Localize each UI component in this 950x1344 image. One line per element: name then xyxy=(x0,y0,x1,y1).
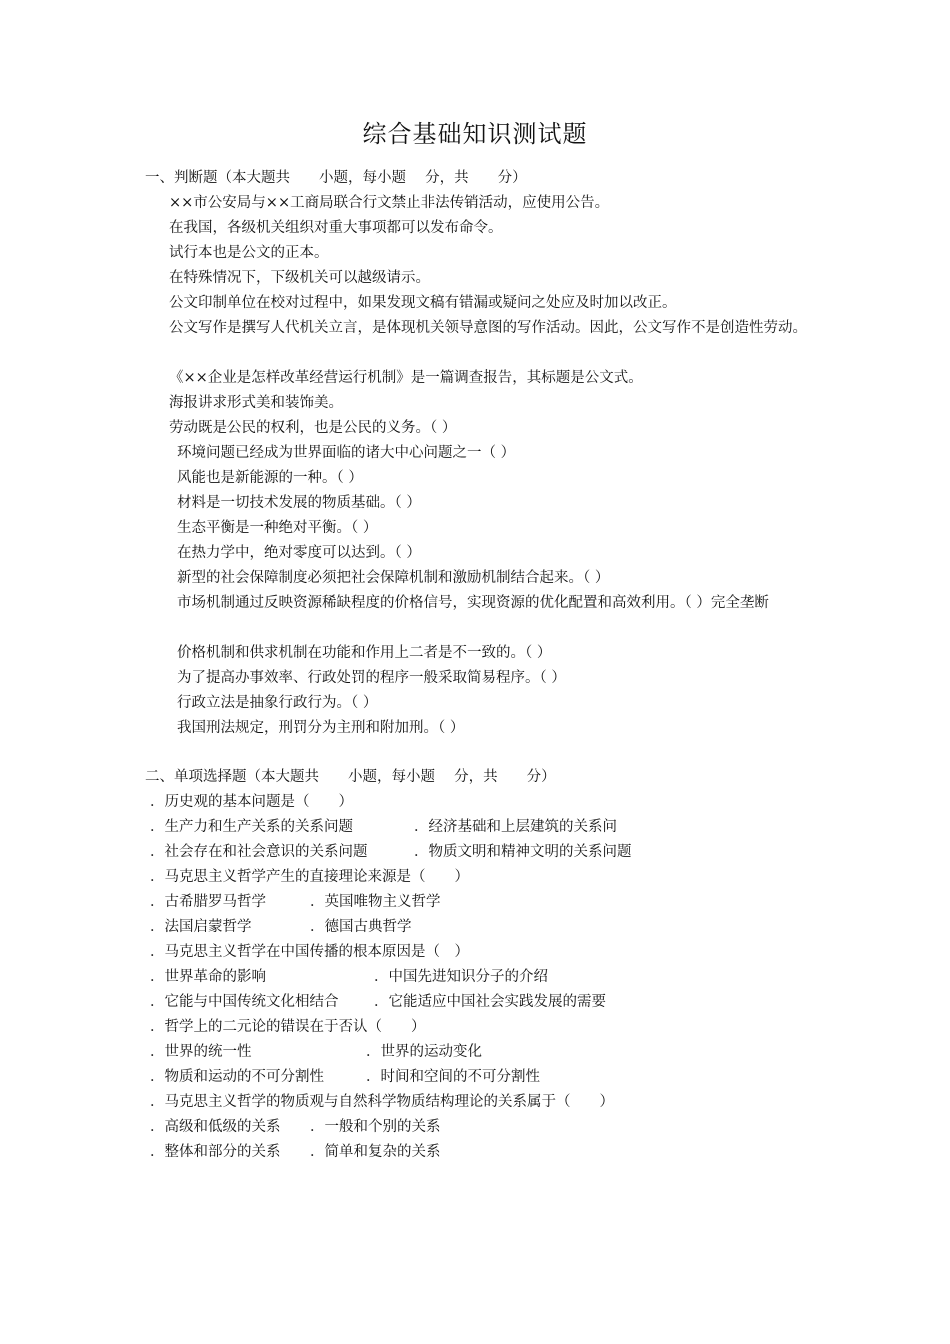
choice-option: ．时间和空间的不可分割性 xyxy=(366,1069,540,1085)
judgment-item: 在热力学中，绝对零度可以达到。（ ） xyxy=(177,545,421,561)
choice-option: ．社会存在和社会意识的关系问题 xyxy=(150,844,368,860)
choice-option: ．它能与中国传统文化相结合 xyxy=(150,994,339,1010)
judgment-item: 价格机制和供求机制在功能和作用上二者是不一致的。（ ） xyxy=(177,645,552,661)
choice-option: ．法国启蒙哲学 xyxy=(150,919,252,935)
question-stem: ．马克思主义哲学在中国传播的根本原因是（ ） xyxy=(150,944,469,960)
question-stem: ．历史观的基本问题是（ ） xyxy=(150,794,353,810)
judgment-item: 环境问题已经成为世界面临的诸大中心问题之一（ ） xyxy=(177,445,516,461)
judgment-item: 为了提高办事效率、行政处罚的程序一般采取简易程序。（ ） xyxy=(177,670,566,686)
question-stem: ．马克思主义哲学产生的直接理论来源是（ ） xyxy=(150,869,469,885)
judgment-item: 生态平衡是一种绝对平衡。（ ） xyxy=(177,520,378,536)
judgment-item: 风能也是新能源的一种。（ ） xyxy=(177,470,363,486)
judgment-item: 在我国，各级机关组织对重大事项都可以发布命令。 xyxy=(169,220,503,236)
judgment-item: 材料是一切技术发展的物质基础。（ ） xyxy=(177,495,421,511)
judgment-item: 在特殊情况下，下级机关可以越级请示。 xyxy=(169,270,430,286)
judgment-item: 劳动既是公民的权利，也是公民的义务。（ ） xyxy=(169,420,457,436)
judgment-item: 公文写作是撰写人代机关立言，是体现机关领导意图的写作活动。因此，公文写作不是创造性劳动。 xyxy=(169,320,807,336)
choice-option: ．英国唯物主义哲学 xyxy=(310,894,441,910)
choice-option: ．它能适应中国社会实践发展的需要 xyxy=(374,994,606,1010)
judgment-item: 公文印制单位在校对过程中，如果发现文稿有错漏或疑问之处应及时加以改正。 xyxy=(169,295,677,311)
choice-option: ．德国古典哲学 xyxy=(310,919,412,935)
choice-option: ．高级和低级的关系 xyxy=(150,1119,281,1135)
choice-option: ．简单和复杂的关系 xyxy=(310,1144,441,1160)
judgment-item: 我国刑法规定，刑罚分为主刑和附加刑。（ ） xyxy=(177,720,465,736)
choice-option: ．世界革命的影响 xyxy=(150,969,266,985)
choice-option: ．世界的运动变化 xyxy=(366,1044,482,1060)
choice-option: ．经济基础和上层建筑的关系问 xyxy=(414,819,617,835)
choice-option: ．古希腊罗马哲学 xyxy=(150,894,266,910)
judgment-item: 试行本也是公文的正本。 xyxy=(169,245,329,261)
judgment-item: 《××企业是怎样改革经营运行机制》是一篇调查报告，其标题是公文式。 xyxy=(169,370,643,386)
choice-option: ．物质和运动的不可分割性 xyxy=(150,1069,324,1085)
choice-option: ．世界的统一性 xyxy=(150,1044,252,1060)
choice-option: ．一般和个别的关系 xyxy=(310,1119,441,1135)
question-stem: ．哲学上的二元论的错误在于否认（ ） xyxy=(150,1019,426,1035)
choice-option: ．中国先进知识分子的介绍 xyxy=(374,969,548,985)
question-stem: ．马克思主义哲学的物质观与自然科学物质结构理论的关系属于（ ） xyxy=(150,1094,614,1110)
judgment-item: 新型的社会保障制度必须把社会保障机制和激励机制结合起来。（ ） xyxy=(177,570,610,586)
choice-option: ．生产力和生产关系的关系问题 xyxy=(150,819,353,835)
judgment-item: 市场机制通过反映资源稀缺程度的价格信号，实现资源的优化配置和高效利用。（ ）完全垄断 xyxy=(177,595,769,611)
judgment-item: 行政立法是抽象行政行为。（ ） xyxy=(177,695,378,711)
judgment-item: 海报讲求形式美和装饰美。 xyxy=(169,395,343,411)
document-title: 综合基础知识测试题 xyxy=(362,120,588,148)
section1-heading: 一、判断题（本大题共 小题，每小题 分，共 分） xyxy=(145,170,527,186)
section2-heading: 二、单项选择题（本大题共 小题，每小题 分，共 分） xyxy=(145,769,556,785)
choice-option: ．整体和部分的关系 xyxy=(150,1144,281,1160)
choice-option: ．物质文明和精神文明的关系问题 xyxy=(414,844,632,860)
judgment-item: ××市公安局与××工商局联合行文禁止非法传销活动，应使用公告。 xyxy=(169,195,610,211)
